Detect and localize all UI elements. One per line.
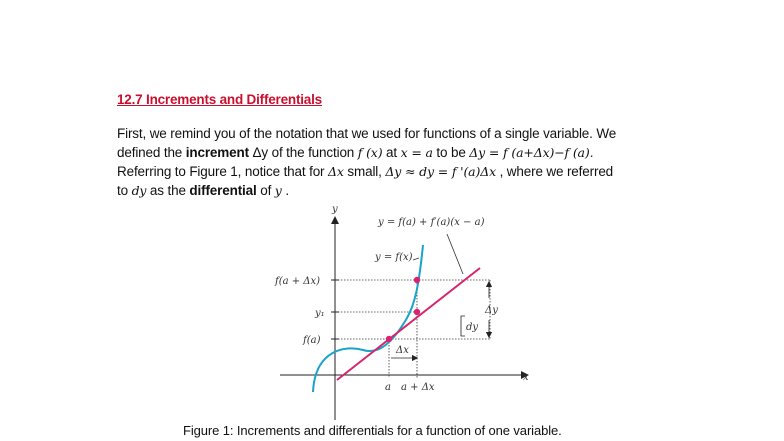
- label-dy: dy: [466, 322, 479, 333]
- label-f-a-plus-dx: f(a + Δx): [275, 276, 321, 287]
- point-curve: [414, 277, 420, 283]
- approximation-formula: Δy ≈ dy = f '(a)Δx: [385, 164, 496, 179]
- point-tangent: [414, 309, 420, 315]
- dy-bracket: [461, 316, 465, 336]
- label-a: a: [385, 382, 391, 393]
- section-heading: 12.7 Increments and Differentials: [117, 92, 322, 107]
- term-increment: increment: [185, 145, 249, 160]
- paragraph-line-4: to dy as the differential of y .: [117, 183, 289, 198]
- figure-caption: Figure 1: Increments and differentials for a function of one variable.: [183, 423, 562, 438]
- function-curve: [313, 245, 423, 392]
- paragraph-line-2: defined the increment Δy of the function f (x) at x = a to be Δy = f (a+Δx)−f (a).: [117, 145, 594, 160]
- intro-paragraph: [117, 124, 677, 200]
- label-f-a: f(a): [303, 335, 321, 346]
- label-y1: y₁: [315, 308, 325, 319]
- point-a: [386, 336, 392, 342]
- x-axis-label: x: [523, 372, 529, 383]
- y-axis-label: y: [332, 204, 338, 215]
- paragraph-line-3: Referring to Figure 1, notice that for Δx small, Δy ≈ dy = f '(a)Δx , where we referred: [117, 164, 614, 179]
- curve-pointer: [413, 258, 419, 260]
- term-differential: differential: [189, 183, 257, 198]
- paragraph-line-1: First, we remind you of the notation that we used for functions of a single variable. We: [117, 126, 617, 141]
- differential-diagram: [255, 200, 545, 420]
- tangent-line: [337, 268, 480, 380]
- figure-1: [255, 200, 545, 420]
- curve-label: y = f(x): [375, 252, 413, 263]
- label-dx: Δx: [396, 345, 409, 356]
- label-a-plus-dx: a + Δx: [401, 382, 435, 393]
- label-Dy: Δy: [485, 305, 498, 316]
- tangent-label: y = f(a) + f′(a)(x − a): [378, 217, 485, 228]
- increment-formula: Δy = f (a+Δx)−f (a).: [469, 145, 594, 160]
- tangent-pointer: [447, 234, 463, 274]
